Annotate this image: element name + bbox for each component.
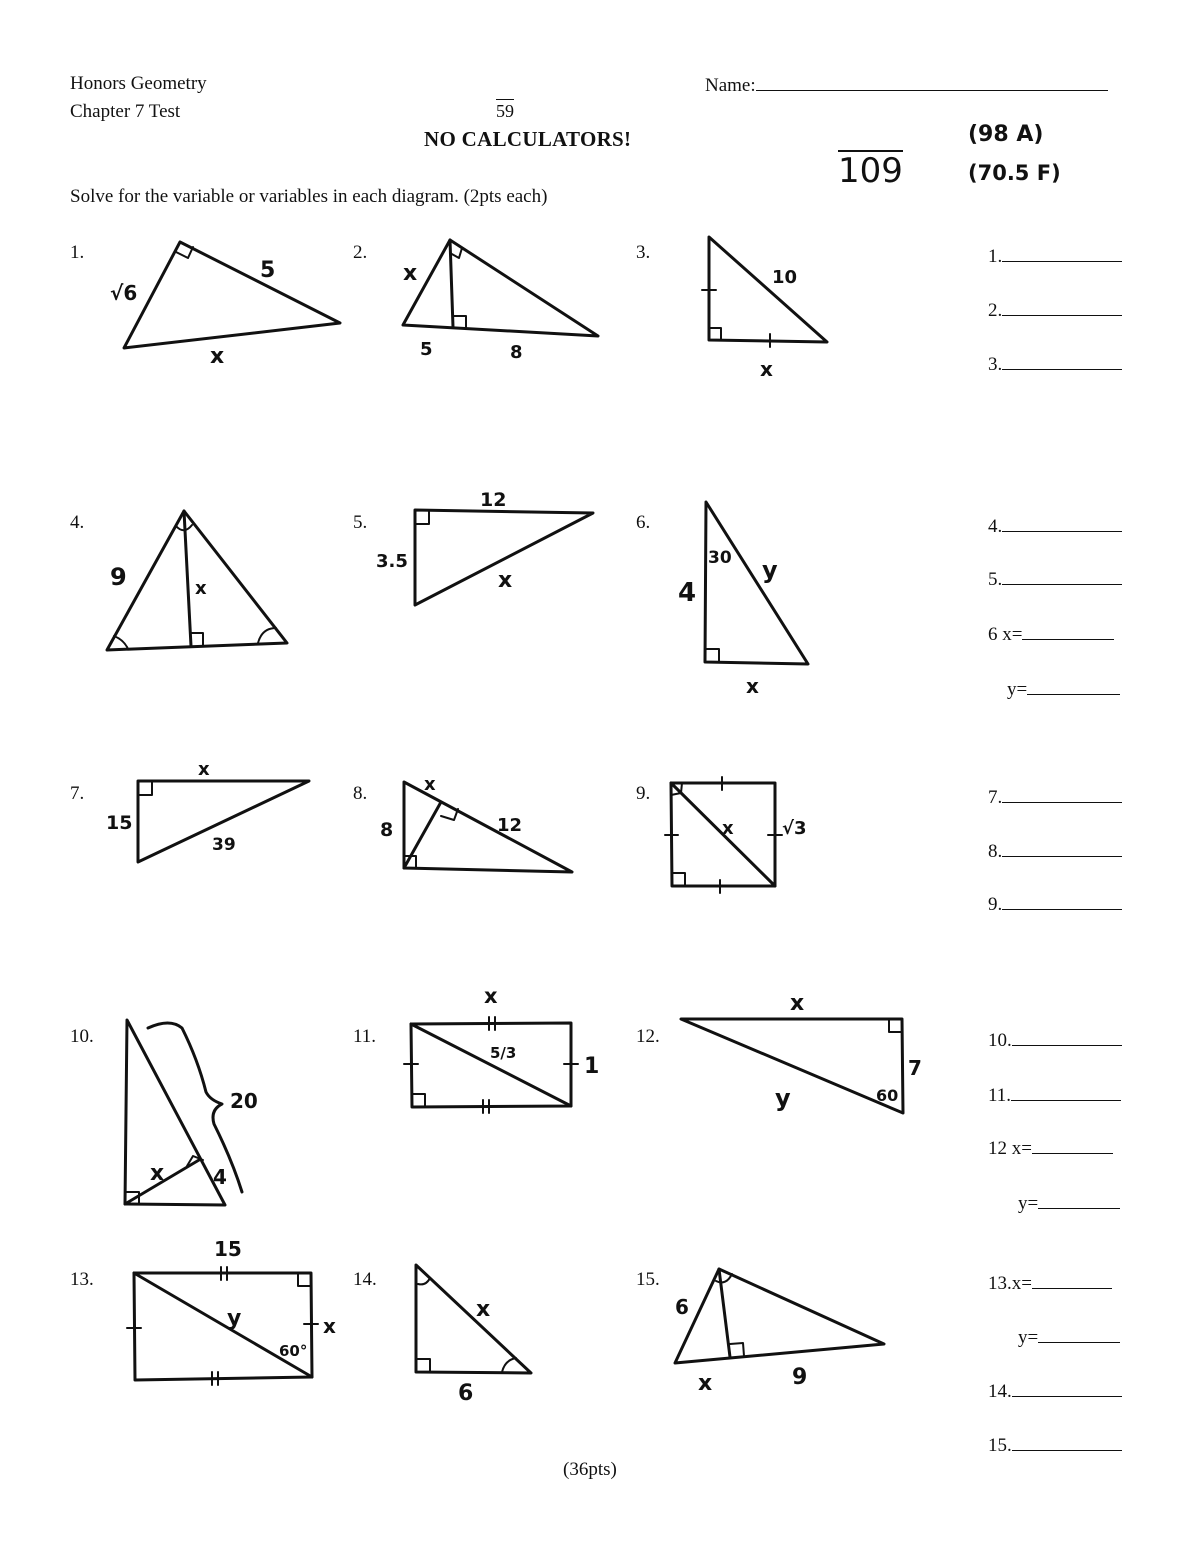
answer-field[interactable] [1032, 1137, 1113, 1154]
label: x [790, 991, 805, 1016]
answer-label: 13.x= [988, 1273, 1032, 1294]
problem-number: 3. [636, 242, 651, 263]
answer-line-8 [988, 840, 1122, 861]
label: 20 [230, 1089, 258, 1113]
label: 4 [678, 578, 697, 608]
answer-line-7 [988, 786, 1122, 807]
label: 39 [212, 835, 236, 855]
label: 15 [106, 812, 133, 834]
label: 9 [110, 563, 127, 591]
answer-field[interactable] [1012, 1029, 1122, 1046]
triangle-shape [705, 502, 808, 664]
figure-1 [110, 242, 340, 369]
answer-line-11 [988, 1084, 1121, 1105]
triangle-shape [416, 1265, 531, 1373]
problem-number: 15. [636, 1269, 660, 1290]
right-angle-mark [415, 511, 429, 524]
figure-8 [380, 774, 572, 872]
label: y [775, 1084, 791, 1112]
label: x [722, 818, 734, 839]
figure-5 [376, 489, 593, 605]
answer-field[interactable] [1027, 678, 1120, 695]
label: 8 [380, 819, 394, 841]
label: 5 [260, 258, 276, 283]
answer-field[interactable] [1002, 299, 1122, 316]
no-calculators-heading: NO CALCULATORS! [424, 127, 632, 151]
answer-line-2 [988, 299, 1122, 320]
answer-label: y= [1018, 1327, 1039, 1348]
name-label-text: Name: [705, 75, 756, 96]
right-angle-mark [889, 1019, 902, 1032]
label: 5 [420, 339, 433, 360]
label: x [210, 344, 225, 369]
right-angle-mark [453, 316, 466, 328]
label: 1 [584, 1054, 600, 1079]
problem-number: 6. [636, 512, 651, 533]
answer-label: 15. [988, 1435, 1012, 1456]
angle-arc [502, 1358, 516, 1372]
answer-field[interactable] [1032, 1272, 1112, 1289]
problem-number: 7. [70, 783, 85, 804]
label: x [424, 774, 436, 795]
label: 12 [497, 815, 523, 836]
answer-line-12x [988, 1137, 1113, 1158]
label: √6 [110, 281, 138, 305]
answer-field[interactable] [1002, 568, 1122, 585]
answer-field[interactable] [1012, 1380, 1122, 1397]
label: x [498, 568, 513, 593]
answer-line-6x [988, 623, 1114, 644]
figure-13 [127, 1237, 336, 1385]
problem-number: 12. [636, 1026, 660, 1047]
triangle-shape [675, 1269, 884, 1363]
problem-number: 10. [70, 1026, 94, 1047]
figure-2 [403, 240, 598, 363]
answer-label: 2. [988, 300, 1003, 321]
label: x [195, 578, 207, 599]
figure-10 [125, 1020, 258, 1205]
label: 9 [792, 1365, 808, 1390]
problem-number: 2. [353, 242, 368, 263]
label: x [198, 759, 210, 780]
answer-line-4 [988, 515, 1122, 536]
problem-number: 8. [353, 783, 368, 804]
problem-number: 13. [70, 1269, 94, 1290]
figure-3 [702, 237, 827, 381]
answer-line-9 [988, 893, 1122, 914]
label: 12 [480, 489, 507, 511]
answer-field[interactable] [1002, 840, 1122, 857]
figure-15 [675, 1269, 884, 1396]
figure-12 [681, 991, 922, 1113]
answer-field[interactable] [1002, 786, 1122, 803]
answer-line-5 [988, 568, 1122, 589]
right-angle-mark [705, 649, 719, 662]
label: 10 [772, 267, 798, 288]
triangle-shape [404, 782, 572, 872]
label: x [150, 1161, 165, 1186]
triangle-shape [681, 1019, 903, 1113]
problem-number: 1. [70, 242, 85, 263]
figure-11 [404, 984, 599, 1113]
answer-label: 4. [988, 516, 1003, 537]
answer-field[interactable] [1038, 1326, 1120, 1343]
label: x [760, 357, 773, 381]
answer-line-12y [1018, 1192, 1120, 1213]
label: x [476, 1297, 491, 1322]
answer-field[interactable] [1011, 1084, 1121, 1101]
right-angle-mark [416, 1359, 430, 1372]
right-angle-mark [412, 1094, 425, 1107]
label: 30 [708, 548, 732, 568]
answer-line-1 [988, 245, 1122, 266]
label: 6 [458, 1381, 474, 1406]
course-title: Honors Geometry [70, 73, 207, 94]
problem-number: 4. [70, 512, 85, 533]
answer-line-6y [1007, 678, 1120, 699]
label: x [698, 1371, 713, 1396]
label: 6 [675, 1295, 689, 1319]
label: 60° [279, 1342, 308, 1360]
altitude-line [404, 802, 441, 868]
right-angle-mark [191, 633, 203, 646]
answer-label: y= [1018, 1193, 1039, 1214]
label: √3 [782, 818, 807, 839]
score-59: 59 [496, 101, 514, 121]
triangle-shape [125, 1020, 225, 1205]
answer-label: 1. [988, 246, 1003, 267]
label: x [484, 984, 498, 1008]
problem-number: 11. [353, 1026, 377, 1047]
triangle-shape [403, 240, 598, 336]
answer-label: 8. [988, 841, 1003, 862]
answer-line-10 [988, 1029, 1122, 1050]
answer-line-15 [988, 1434, 1122, 1455]
answer-line-13y [1018, 1326, 1120, 1347]
label: 5/3 [490, 1044, 517, 1062]
test-title: Chapter 7 Test [70, 101, 181, 122]
triangle-shape [709, 237, 827, 342]
answer-line-3 [988, 353, 1122, 374]
label: 8 [510, 342, 523, 363]
label: x [403, 261, 418, 286]
right-angle-mark [709, 328, 721, 340]
answer-label: 7. [988, 787, 1003, 808]
triangle-shape [124, 242, 340, 348]
answer-label: 9. [988, 894, 1003, 915]
label: 15 [214, 1237, 242, 1261]
answer-label: 3. [988, 354, 1003, 375]
diagonal-line [411, 1024, 571, 1106]
answer-field[interactable] [1012, 1434, 1122, 1451]
figure-14 [416, 1265, 531, 1406]
answer-label: 14. [988, 1381, 1012, 1402]
answer-field[interactable] [1002, 515, 1122, 532]
label: 60 [876, 1086, 899, 1105]
right-angle-mark [138, 781, 152, 795]
answer-field[interactable] [1002, 353, 1122, 370]
label: 4 [213, 1165, 227, 1189]
figure-6 [678, 502, 808, 698]
total-points: (36pts) [563, 1459, 617, 1480]
label: y [227, 1306, 242, 1331]
answer-label: 10. [988, 1030, 1012, 1051]
answer-line-13x [988, 1272, 1112, 1293]
right-angle-mark [730, 1343, 744, 1356]
angle-arc [258, 628, 276, 643]
problem-number: 9. [636, 783, 651, 804]
label: y [762, 556, 778, 584]
problem-number: 14. [353, 1269, 377, 1290]
answer-field[interactable] [1038, 1192, 1120, 1209]
figure-7 [106, 759, 309, 862]
note-a: (98 A) [968, 122, 1044, 147]
answer-label: 11. [988, 1085, 1012, 1106]
answer-label: 12 x= [988, 1138, 1032, 1159]
altitude-line [184, 511, 191, 646]
right-angle-mark [672, 873, 685, 886]
note-f: (70.5 F) [968, 161, 1061, 185]
score-109: 109 [838, 151, 903, 191]
answer-label: y= [1007, 679, 1028, 700]
diagonal-line [134, 1273, 312, 1377]
problem-number: 5. [353, 512, 368, 533]
answer-label: 5. [988, 569, 1003, 590]
label: 7 [908, 1056, 922, 1080]
label: x [746, 674, 759, 698]
instructions: Solve for the variable or variables in each diagram. (2pts each) [70, 186, 548, 207]
answer-line-14 [988, 1380, 1122, 1401]
figure-9 [665, 777, 807, 893]
answer-field[interactable] [1002, 245, 1122, 262]
label: 3.5 [376, 551, 408, 572]
answer-label: 6 x= [988, 624, 1023, 645]
angle-arc [418, 1278, 430, 1284]
figure-4 [107, 511, 287, 650]
answer-field[interactable] [1002, 893, 1122, 910]
answer-field[interactable] [1022, 623, 1114, 640]
angle-arc [114, 636, 128, 649]
label: x [323, 1314, 336, 1338]
right-angle-mark [298, 1273, 311, 1286]
